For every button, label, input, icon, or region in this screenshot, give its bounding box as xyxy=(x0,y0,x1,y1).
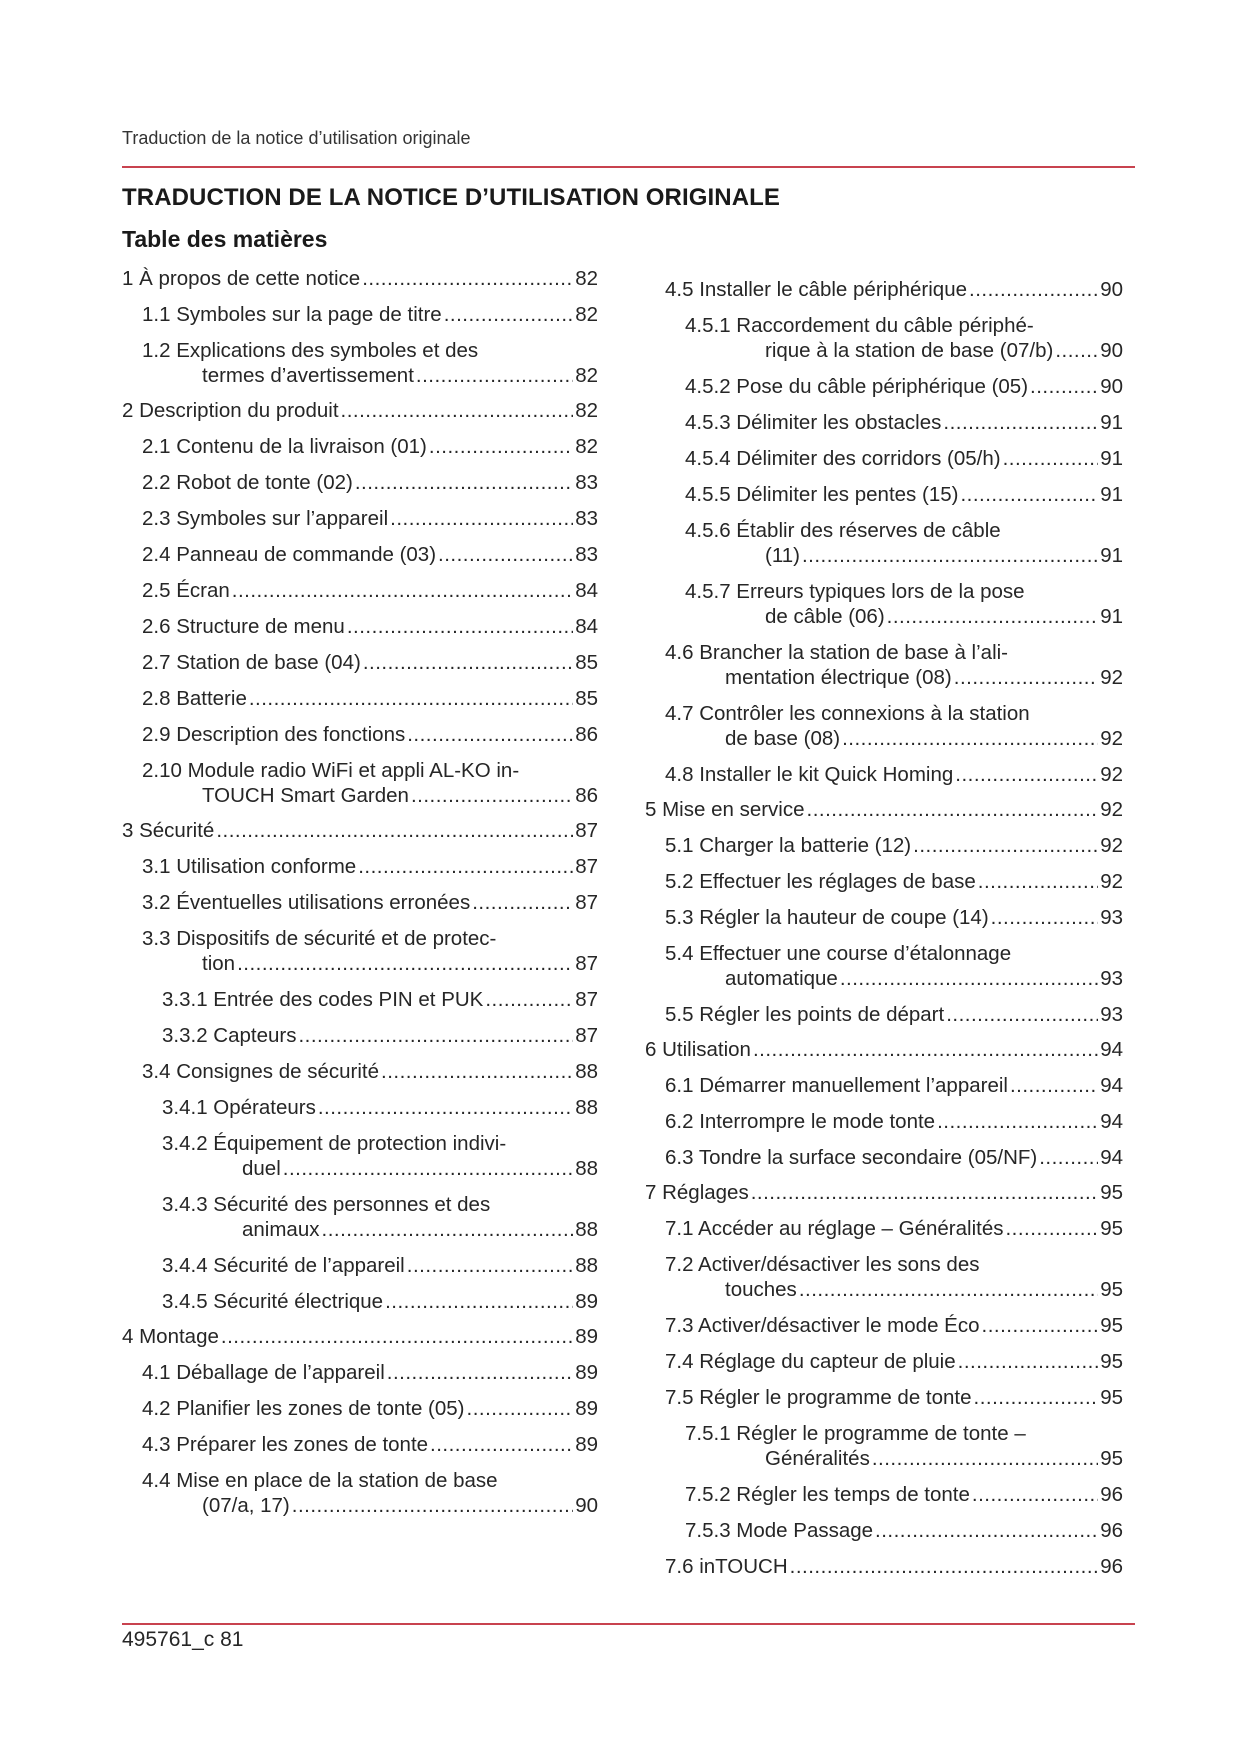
toc-entry-title: 4.5.7 Erreurs typiques lors de la pose xyxy=(685,580,1025,603)
toc-entry[interactable] xyxy=(645,1109,1123,1134)
toc-entry-title: 7.5.2 Régler les temps de tonte xyxy=(685,1483,970,1506)
toc-entry[interactable] xyxy=(645,1252,1123,1302)
toc-entry[interactable] xyxy=(645,1313,1123,1338)
toc-entry-page: 96 xyxy=(1100,1519,1123,1542)
toc-entry-title: 4.3 Préparer les zones de tonte xyxy=(142,1433,429,1456)
toc-entry-page: 88 xyxy=(575,1060,598,1083)
toc-entry-title: 2.3 Symboles sur l’appareil xyxy=(142,507,389,530)
toc-leader-dots xyxy=(411,783,573,808)
toc-entry-page: 89 xyxy=(575,1433,598,1456)
toc-entry-page: 96 xyxy=(1100,1555,1123,1578)
toc-entry[interactable] xyxy=(122,434,598,459)
toc-entry-page: 96 xyxy=(1100,1483,1123,1506)
toc-entry[interactable] xyxy=(122,1324,598,1349)
toc-entry[interactable] xyxy=(122,758,598,808)
toc-entry[interactable] xyxy=(122,987,598,1012)
toc-leader-dots xyxy=(362,266,573,291)
toc-entry[interactable] xyxy=(122,302,598,327)
toc-entry[interactable] xyxy=(645,701,1123,751)
toc-entry-page: 89 xyxy=(575,1325,598,1348)
toc-entry[interactable] xyxy=(122,1289,598,1314)
toc-entry-page: 84 xyxy=(575,579,598,602)
toc-entry[interactable] xyxy=(645,1482,1123,1507)
toc-leader-dots xyxy=(1030,374,1098,399)
toc-column-right xyxy=(645,266,1123,1579)
toc-entry[interactable] xyxy=(122,470,598,495)
toc-leader-dots xyxy=(946,1002,1098,1027)
toc-entry[interactable] xyxy=(122,1468,598,1518)
toc-leader-dots xyxy=(799,1277,1098,1302)
toc-entry-title: (07/a, 17) xyxy=(202,1494,290,1517)
toc-entry[interactable] xyxy=(645,313,1123,363)
toc-leader-dots xyxy=(485,987,573,1012)
toc-entry[interactable] xyxy=(122,578,598,603)
toc-entry-title: 1.2 Explications des symboles et des xyxy=(142,339,479,362)
toc-entry-title: 2.4 Panneau de commande (03) xyxy=(142,543,437,566)
toc-entry-title: 4 Montage xyxy=(122,1325,219,1348)
toc-entry[interactable] xyxy=(645,446,1123,471)
toc-leader-dots xyxy=(237,951,573,976)
toc-entry-title: 4.1 Déballage de l’appareil xyxy=(142,1361,385,1384)
toc-entry-page: 83 xyxy=(575,543,598,566)
toc-entry-page: 85 xyxy=(575,687,598,710)
toc-entry-page: 92 xyxy=(1100,870,1123,893)
toc-entry-page: 90 xyxy=(1100,278,1123,301)
toc-entry[interactable] xyxy=(122,1360,598,1385)
toc-leader-dots xyxy=(318,1095,573,1120)
toc-entry-page: 91 xyxy=(1100,544,1123,567)
toc-entry-page: 93 xyxy=(1100,967,1123,990)
toc-entry[interactable] xyxy=(122,1192,598,1242)
toc-leader-dots xyxy=(1005,1216,1098,1241)
toc-entry[interactable] xyxy=(122,854,598,879)
document-title: TRADUCTION DE LA NOTICE D’UTILISATION ORIGINALE xyxy=(122,184,781,211)
toc-entry[interactable] xyxy=(645,579,1123,629)
toc-entry-title: 5.3 Régler la hauteur de coupe (14) xyxy=(665,906,989,929)
toc-leader-dots xyxy=(960,482,1098,507)
toc-entry-page: 87 xyxy=(575,855,598,878)
toc-entry-title: 3.4.2 Équipement de protection indivi- xyxy=(162,1132,507,1155)
toc-entry[interactable] xyxy=(645,833,1123,858)
toc-entry-title: 4.5.2 Pose du câble périphérique (05) xyxy=(685,375,1029,398)
toc-entry[interactable] xyxy=(645,1180,1123,1205)
toc-entry-title: 5.2 Effectuer les réglages de base xyxy=(665,870,976,893)
toc-entry-title: 3.3.1 Entrée des codes PIN et PUK xyxy=(162,988,484,1011)
toc-entry-title: 7.4 Réglage du capteur de pluie xyxy=(665,1350,956,1373)
toc-leader-dots xyxy=(978,869,1098,894)
toc-leader-dots xyxy=(958,1349,1099,1374)
toc-entry-page: 82 xyxy=(575,435,598,458)
toc-entry-title: 2.2 Robot de tonte (02) xyxy=(142,471,353,494)
toc-entry-title: (11) xyxy=(765,544,800,567)
toc-entry-title: 5.4 Effectuer une course d’étalonnage xyxy=(665,942,1012,965)
toc-entry[interactable] xyxy=(645,1073,1123,1098)
toc-entry[interactable] xyxy=(645,1518,1123,1543)
toc-entry[interactable] xyxy=(122,1095,598,1120)
toc-entry[interactable] xyxy=(122,722,598,747)
toc-entry-title: touches xyxy=(725,1278,797,1301)
toc-entry[interactable] xyxy=(122,398,598,423)
toc-entry-title: 3.1 Utilisation conforme xyxy=(142,855,357,878)
toc-entry-page: 86 xyxy=(575,723,598,746)
toc-entry-title: 3.4.3 Sécurité des personnes et des xyxy=(162,1193,491,1216)
toc-entry-page: 93 xyxy=(1100,1003,1123,1026)
toc-leader-dots xyxy=(216,818,573,843)
toc-entry[interactable] xyxy=(122,1059,598,1084)
toc-entry-title: duel xyxy=(242,1157,281,1180)
toc-entry-title: 1 À propos de cette notice xyxy=(122,267,361,290)
toc-leader-dots xyxy=(381,1059,573,1084)
toc-entry-title: 4.5 Installer le câble périphérique xyxy=(665,278,967,301)
toc-entry-title: 7.5 Régler le programme de tonte xyxy=(665,1386,972,1409)
toc-entry-title: 6.3 Tondre la surface secondaire (05/NF) xyxy=(665,1146,1038,1169)
toc-entry-title: 6.1 Démarrer manuellement l’appareil xyxy=(665,1074,1008,1097)
toc-entry-title: 3.3.2 Capteurs xyxy=(162,1024,297,1047)
toc-entry-page: 95 xyxy=(1100,1181,1123,1204)
toc-entry-title: 2.1 Contenu de la livraison (01) xyxy=(142,435,427,458)
toc-entry-title: 3.4 Consignes de sécurité xyxy=(142,1060,380,1083)
toc-entry[interactable] xyxy=(122,506,598,531)
toc-leader-dots xyxy=(991,905,1099,930)
toc-entry[interactable] xyxy=(645,762,1123,787)
toc-entry-title: de câble (06) xyxy=(765,605,885,628)
toc-entry-title: 5.1 Charger la batterie (12) xyxy=(665,834,912,857)
toc-entry-page: 87 xyxy=(575,891,598,914)
toc-entry-page: 88 xyxy=(575,1254,598,1277)
toc-entry-page: 92 xyxy=(1100,763,1123,786)
toc-leader-dots xyxy=(955,762,1098,787)
toc-entry-page: 95 xyxy=(1100,1447,1123,1470)
toc-entry[interactable] xyxy=(645,1385,1123,1410)
toc-leader-dots xyxy=(322,1217,574,1242)
toc-entry-title: 6 Utilisation xyxy=(645,1038,751,1061)
toc-entry-title: 4.5.4 Délimiter des corridors (05/h) xyxy=(685,447,1001,470)
toc-leader-dots xyxy=(390,506,573,531)
toc-entry-title: 4.2 Planifier les zones de tonte (05) xyxy=(142,1397,465,1420)
toc-entry-page: 89 xyxy=(575,1361,598,1384)
toc-entry-title: 3.4.4 Sécurité de l’appareil xyxy=(162,1254,405,1277)
toc-entry-title: 4.6 Brancher la station de base à l’ali- xyxy=(665,641,1009,664)
toc-entry-title: 7.3 Activer/désactiver le mode Éco xyxy=(665,1314,980,1337)
toc-entry[interactable] xyxy=(122,890,598,915)
toc-entry[interactable] xyxy=(645,640,1123,690)
toc-entry-title: 5.5 Régler les points de départ xyxy=(665,1003,945,1026)
toc-entry[interactable] xyxy=(645,374,1123,399)
toc-entry-page: 87 xyxy=(575,988,598,1011)
toc-leader-dots xyxy=(363,650,573,675)
toc-entry-page: 85 xyxy=(575,651,598,674)
toc-entry[interactable] xyxy=(645,941,1123,991)
toc-leader-dots xyxy=(438,542,573,567)
toc-entry-page: 82 xyxy=(575,399,598,422)
toc-entry-title: 1.1 Symboles sur la page de titre xyxy=(142,303,442,326)
toc-entry[interactable] xyxy=(645,1216,1123,1241)
toc-leader-dots xyxy=(943,410,1098,435)
toc-entry-title: automatique xyxy=(725,967,838,990)
toc-entry-title: 3.4.5 Sécurité électrique xyxy=(162,1290,384,1313)
toc-leader-dots xyxy=(385,1289,573,1314)
toc-entry[interactable] xyxy=(645,1002,1123,1027)
footer-rule xyxy=(122,1623,1135,1625)
toc-entry[interactable] xyxy=(645,905,1123,930)
toc-entry-title: TOUCH Smart Garden xyxy=(202,784,409,807)
toc-entry[interactable] xyxy=(122,1131,598,1181)
toc-entry-title: 3.2 Éventuelles utilisations erronées xyxy=(142,891,471,914)
toc-leader-dots xyxy=(1003,446,1099,471)
toc-entry-title: 7.2 Activer/désactiver les sons des xyxy=(665,1253,980,1276)
toc-leader-dots xyxy=(429,434,573,459)
toc-entry-page: 82 xyxy=(575,303,598,326)
toc-column-left xyxy=(122,266,598,1518)
toc-leader-dots xyxy=(954,665,1098,690)
toc-entry-title: 2.8 Batterie xyxy=(142,687,247,710)
toc-entry-title: 6.2 Interrompre le mode tonte xyxy=(665,1110,936,1133)
toc-entry-title: 2.10 Module radio WiFi et appli AL-KO in- xyxy=(142,759,520,782)
toc-entry-page: 95 xyxy=(1100,1314,1123,1337)
toc-entry-page: 89 xyxy=(575,1397,598,1420)
toc-leader-dots xyxy=(292,1493,573,1518)
toc-entry-page: 91 xyxy=(1100,411,1123,434)
toc-leader-dots xyxy=(283,1156,573,1181)
toc-entry-title: de base (08) xyxy=(725,727,841,750)
toc-entry-page: 87 xyxy=(575,819,598,842)
toc-entry[interactable] xyxy=(645,518,1123,568)
toc-entry-page: 91 xyxy=(1100,447,1123,470)
toc-leader-dots xyxy=(249,686,573,711)
toc-entry-title: 4.4 Mise en place de la station de base xyxy=(142,1469,498,1492)
toc-leader-dots xyxy=(982,1313,1099,1338)
toc-leader-dots xyxy=(467,1396,574,1421)
toc-leader-dots xyxy=(221,1324,573,1349)
toc-entry-page: 86 xyxy=(575,784,598,807)
toc-entry[interactable] xyxy=(122,1432,598,1457)
toc-entry-page: 90 xyxy=(1100,339,1123,362)
toc-entry-title: 3.4.1 Opérateurs xyxy=(162,1096,316,1119)
toc-leader-dots xyxy=(232,578,573,603)
toc-entry-page: 82 xyxy=(575,364,598,387)
toc-leader-dots xyxy=(347,614,573,639)
toc-entry-page: 92 xyxy=(1100,834,1123,857)
toc-leader-dots xyxy=(974,1385,1099,1410)
toc-entry[interactable] xyxy=(122,614,598,639)
toc-leader-dots xyxy=(358,854,573,879)
toc-leader-dots xyxy=(790,1554,1099,1579)
header-rule xyxy=(122,166,1135,168)
toc-entry[interactable] xyxy=(645,410,1123,435)
toc-entry-page: 94 xyxy=(1100,1074,1123,1097)
toc-leader-dots xyxy=(802,543,1098,568)
toc-entry-page: 91 xyxy=(1100,483,1123,506)
toc-entry[interactable] xyxy=(645,1421,1123,1471)
toc-entry-title: 7.1 Accéder au réglage – Généralités xyxy=(665,1217,1004,1240)
toc-leader-dots xyxy=(872,1446,1098,1471)
toc-entry-page: 95 xyxy=(1100,1278,1123,1301)
toc-entry-title: 4.5.3 Délimiter les obstacles xyxy=(685,411,942,434)
toc-entry[interactable] xyxy=(122,1253,598,1278)
toc-entry[interactable] xyxy=(122,1023,598,1048)
toc-leader-dots xyxy=(1055,338,1098,363)
toc-entry-page: 90 xyxy=(575,1494,598,1517)
toc-leader-dots xyxy=(416,363,573,388)
toc-entry-page: 93 xyxy=(1100,906,1123,929)
toc-entry-title: 5 Mise en service xyxy=(645,798,805,821)
toc-entry-page: 87 xyxy=(575,1024,598,1047)
toc-entry-page: 91 xyxy=(1100,605,1123,628)
toc-entry-page: 84 xyxy=(575,615,598,638)
toc-leader-dots xyxy=(937,1109,1098,1134)
page-footer: 495761_c 81 xyxy=(122,1628,244,1651)
toc-entry-title: Généralités xyxy=(765,1447,870,1470)
toc-entry-title: termes d’avertissement xyxy=(202,364,414,387)
toc-entry-title: 3 Sécurité xyxy=(122,819,215,842)
toc-entry-page: 83 xyxy=(575,507,598,530)
toc-leader-dots xyxy=(751,1180,1098,1205)
toc-leader-dots xyxy=(875,1518,1098,1543)
toc-leader-dots xyxy=(807,797,1099,822)
toc-entry[interactable] xyxy=(122,818,598,843)
toc-entry-title: 2.5 Écran xyxy=(142,579,230,602)
toc-entry[interactable] xyxy=(122,542,598,567)
toc-entry[interactable] xyxy=(645,797,1123,822)
toc-entry-title: 2.6 Structure de menu xyxy=(142,615,345,638)
toc-entry-title: 2.7 Station de base (04) xyxy=(142,651,361,674)
toc-leader-dots xyxy=(887,604,1099,629)
toc-entry-page: 87 xyxy=(575,952,598,975)
toc-leader-dots xyxy=(969,277,1098,302)
toc-entry[interactable] xyxy=(645,1554,1123,1579)
toc-leader-dots xyxy=(913,833,1098,858)
toc-entry[interactable] xyxy=(645,277,1123,302)
toc-entry-title: 7.5.3 Mode Passage xyxy=(685,1519,874,1542)
toc-entry[interactable] xyxy=(645,1349,1123,1374)
toc-leader-dots xyxy=(355,470,573,495)
toc-leader-dots xyxy=(407,1253,573,1278)
toc-entry-page: 92 xyxy=(1100,727,1123,750)
toc-leader-dots xyxy=(842,726,1098,751)
toc-entry-title: 2 Description du produit xyxy=(122,399,339,422)
toc-entry-title: rique à la station de base (07/b) xyxy=(765,339,1054,362)
toc-entry[interactable] xyxy=(122,1396,598,1421)
toc-entry-title: mentation électrique (08) xyxy=(725,666,952,689)
toc-heading: Table des matières xyxy=(122,226,328,252)
toc-leader-dots xyxy=(753,1037,1098,1062)
toc-entry-page: 83 xyxy=(575,471,598,494)
toc-entry-title: 4.5.5 Délimiter les pentes (15) xyxy=(685,483,959,506)
running-head: Traduction de la notice d’utilisation originale xyxy=(122,128,471,148)
toc-leader-dots xyxy=(298,1023,573,1048)
toc-entry-page: 95 xyxy=(1100,1386,1123,1409)
toc-entry[interactable] xyxy=(122,650,598,675)
toc-entry-title: animaux xyxy=(242,1218,320,1241)
toc-leader-dots xyxy=(472,890,573,915)
toc-leader-dots xyxy=(341,398,574,423)
toc-entry[interactable] xyxy=(645,1037,1123,1062)
toc-entry-page: 90 xyxy=(1100,375,1123,398)
toc-entry[interactable] xyxy=(645,1145,1123,1170)
toc-entry-title: 3.3 Dispositifs de sécurité et de protec- xyxy=(142,927,497,950)
toc-entry-title: 7.6 inTOUCH xyxy=(665,1555,788,1578)
toc-leader-dots xyxy=(387,1360,573,1385)
toc-leader-dots xyxy=(444,302,573,327)
toc-entry-page: 92 xyxy=(1100,798,1123,821)
toc-entry-title: 7.5.1 Régler le programme de tonte – xyxy=(685,1422,1026,1445)
toc-entry-page: 94 xyxy=(1100,1146,1123,1169)
toc-entry-page: 88 xyxy=(575,1218,598,1241)
toc-entry-title: 2.9 Description des fonctions xyxy=(142,723,406,746)
toc-entry-page: 88 xyxy=(575,1157,598,1180)
toc-entry-title: 4.5.1 Raccordement du câble périphé- xyxy=(685,314,1034,337)
toc-entry-title: 4.8 Installer le kit Quick Homing xyxy=(665,763,954,786)
toc-entry-title: 4.7 Contrôler les connexions à la station xyxy=(665,702,1030,725)
toc-entry[interactable] xyxy=(122,266,598,291)
toc-entry-page: 82 xyxy=(575,267,598,290)
toc-leader-dots xyxy=(407,722,573,747)
toc-entry-page: 88 xyxy=(575,1096,598,1119)
toc-entry-title: 7 Réglages xyxy=(645,1181,749,1204)
toc-entry[interactable] xyxy=(645,482,1123,507)
toc-leader-dots xyxy=(840,966,1098,991)
toc-entry-page: 94 xyxy=(1100,1110,1123,1133)
toc-entry-page: 95 xyxy=(1100,1217,1123,1240)
toc-entry[interactable] xyxy=(122,686,598,711)
toc-entry-page: 94 xyxy=(1100,1038,1123,1061)
toc-entry-title: 4.5.6 Établir des réserves de câble xyxy=(685,519,1001,542)
toc-leader-dots xyxy=(972,1482,1098,1507)
toc-entry[interactable] xyxy=(122,338,598,388)
toc-entry[interactable] xyxy=(645,869,1123,894)
toc-entry-page: 89 xyxy=(575,1290,598,1313)
toc-entry-title: tion xyxy=(202,952,236,975)
toc-entry[interactable] xyxy=(122,926,598,976)
toc-leader-dots xyxy=(1010,1073,1098,1098)
toc-leader-dots xyxy=(1039,1145,1098,1170)
toc-entry-page: 95 xyxy=(1100,1350,1123,1373)
toc-entry-page: 92 xyxy=(1100,666,1123,689)
toc-leader-dots xyxy=(430,1432,573,1457)
